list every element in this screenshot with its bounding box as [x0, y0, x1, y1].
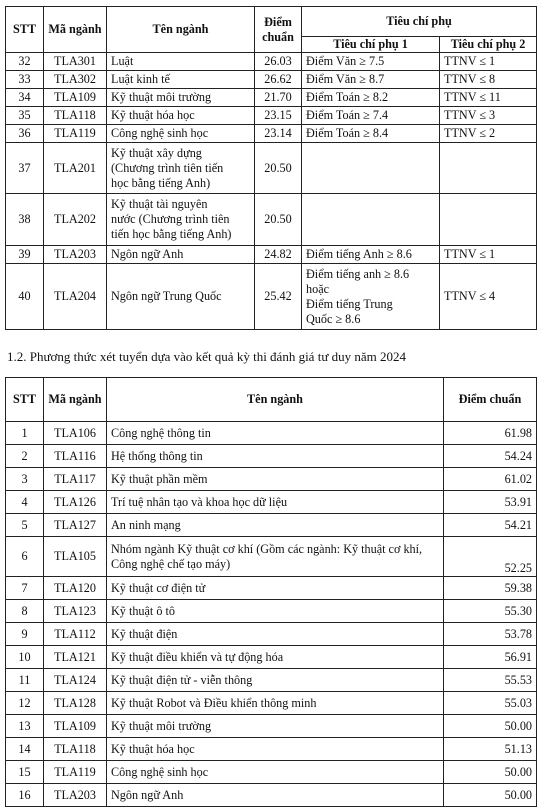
cell-ten: Ngôn ngữ Anh — [107, 784, 444, 807]
section-heading: 1.2. Phương thức xét tuyển dựa vào kết quả kỳ thi đánh giá tư duy năm 2024 — [7, 349, 406, 364]
cell-diem: 56.91 — [444, 646, 537, 669]
cell-ten: Hệ thống thông tin — [107, 445, 444, 468]
cell-stt: 40 — [6, 264, 44, 330]
cell-ma: TLA117 — [44, 468, 107, 491]
table-row — [6, 422, 537, 445]
cell-stt: 36 — [6, 125, 44, 143]
cell-tc2: TTNV ≤ 4 — [440, 264, 537, 330]
cell-ma: TLA112 — [44, 623, 107, 646]
cell-stt: 1 — [6, 422, 44, 445]
cell-stt: 13 — [6, 715, 44, 738]
admission-table-scores — [5, 6, 537, 330]
cell-ma: TLA119 — [44, 125, 107, 143]
cell-tc2: TTNV ≤ 3 — [440, 107, 537, 125]
cell-diem: 54.21 — [444, 514, 537, 537]
cell-ma: TLA123 — [44, 600, 107, 623]
cell-diem: 61.02 — [444, 468, 537, 491]
cell-stt: 14 — [6, 738, 44, 761]
cell-stt: 4 — [6, 491, 44, 514]
table-row — [6, 246, 537, 264]
table-row — [6, 125, 537, 143]
cell-diem: 25.42 — [255, 264, 302, 330]
cell-ten: Nhóm ngành Kỹ thuật cơ khí (Gồm các ngành: Kỹ thuật cơ khí, Công nghệ chế tạo máy) — [107, 537, 444, 577]
cell-ten: Kỹ thuật xây dựng (Chương trình tiên tiến học bằng tiếng Anh) — [107, 143, 255, 194]
cell-ma: TLA202 — [44, 194, 107, 246]
header-ma-nganh: Mã ngành — [44, 7, 107, 53]
cell-tc1: Điểm tiếng anh ≥ 8.6 hoặc Điểm tiếng Trung Quốc ≥ 8.6 — [302, 264, 440, 330]
cell-stt: 15 — [6, 761, 44, 784]
cell-ma: TLA204 — [44, 264, 107, 330]
cell-diem: 51.13 — [444, 738, 537, 761]
table-row — [6, 71, 537, 89]
table-row — [6, 143, 537, 194]
header-tieu-chi-phu: Tiêu chí phụ — [302, 7, 537, 37]
table-row — [6, 600, 537, 623]
cell-diem: 23.14 — [255, 125, 302, 143]
cell-stt: 9 — [6, 623, 44, 646]
cell-diem: 21.70 — [255, 89, 302, 107]
cell-tc2: TTNV ≤ 8 — [440, 71, 537, 89]
cell-ma: TLA109 — [44, 715, 107, 738]
cell-diem: 24.82 — [255, 246, 302, 264]
cell-ma: TLA128 — [44, 692, 107, 715]
cell-diem: 50.00 — [444, 784, 537, 807]
table-row — [6, 107, 537, 125]
cell-stt: 37 — [6, 143, 44, 194]
cell-diem: 55.03 — [444, 692, 537, 715]
cell-tc2: TTNV ≤ 1 — [440, 246, 537, 264]
cell-diem: 54.24 — [444, 445, 537, 468]
header-tieu-chi-phu-1: Tiêu chí phụ 1 — [302, 37, 440, 53]
cell-stt: 6 — [6, 537, 44, 577]
cell-diem: 55.53 — [444, 669, 537, 692]
cell-stt: 5 — [6, 514, 44, 537]
table-row — [6, 514, 537, 537]
cell-ten: Kỹ thuật cơ điện tử — [107, 577, 444, 600]
cell-ten: Kỹ thuật Robot và Điều khiển thông minh — [107, 692, 444, 715]
cell-tc2: TTNV ≤ 1 — [440, 53, 537, 71]
cell-ma: TLA127 — [44, 514, 107, 537]
table-row — [6, 715, 537, 738]
cell-diem: 50.00 — [444, 761, 537, 784]
cell-ten: Công nghệ sinh học — [107, 125, 255, 143]
cell-ten: Trí tuệ nhân tạo và khoa học dữ liệu — [107, 491, 444, 514]
table-row — [6, 646, 537, 669]
cell-tc2: TTNV ≤ 2 — [440, 125, 537, 143]
cell-tc1: Điểm Văn ≥ 7.5 — [302, 53, 440, 71]
table-row — [6, 264, 537, 330]
header-ten-nganh: Tên ngành — [107, 7, 255, 53]
cell-ma: TLA106 — [44, 422, 107, 445]
header-diem-chuan: Điểm chuẩn — [255, 7, 302, 53]
header-diem-chuan: Điểm chuẩn — [444, 378, 537, 422]
cell-stt: 10 — [6, 646, 44, 669]
cell-diem: 50.00 — [444, 715, 537, 738]
cell-ma: TLA203 — [44, 246, 107, 264]
cell-ten: Kỹ thuật ô tô — [107, 600, 444, 623]
cell-ma: TLA116 — [44, 445, 107, 468]
header-stt: STT — [6, 7, 44, 53]
cell-stt: 33 — [6, 71, 44, 89]
cell-ten: Kỹ thuật phần mềm — [107, 468, 444, 491]
cell-ten: Ngôn ngữ Anh — [107, 246, 255, 264]
table-row — [6, 491, 537, 514]
cell-diem: 55.30 — [444, 600, 537, 623]
cell-ma: TLA126 — [44, 491, 107, 514]
cell-diem: 20.50 — [255, 143, 302, 194]
cell-stt: 34 — [6, 89, 44, 107]
table-row — [6, 784, 537, 807]
cell-diem: 52.25 — [444, 537, 537, 577]
cell-diem: 59.38 — [444, 577, 537, 600]
cell-ma: TLA120 — [44, 577, 107, 600]
cell-ma: TLA201 — [44, 143, 107, 194]
table-row — [6, 669, 537, 692]
cell-ma: TLA105 — [44, 537, 107, 577]
cell-ten: Kỹ thuật điều khiển và tự động hóa — [107, 646, 444, 669]
cell-diem: 20.50 — [255, 194, 302, 246]
cell-ten: An ninh mạng — [107, 514, 444, 537]
cell-ten: Kỹ thuật điện — [107, 623, 444, 646]
cell-tc2 — [440, 194, 537, 246]
header-ten-nganh: Tên ngành — [107, 378, 444, 422]
cell-ma: TLA301 — [44, 53, 107, 71]
cell-ma: TLA118 — [44, 107, 107, 125]
header-stt: STT — [6, 378, 44, 422]
cell-ma: TLA302 — [44, 71, 107, 89]
cell-tc1 — [302, 194, 440, 246]
cell-diem: 26.03 — [255, 53, 302, 71]
cell-stt: 39 — [6, 246, 44, 264]
cell-ten: Kỹ thuật môi trường — [107, 89, 255, 107]
table-row — [6, 537, 537, 577]
cell-ma: TLA121 — [44, 646, 107, 669]
table-row — [6, 445, 537, 468]
admission-table-thinking-test — [5, 377, 537, 807]
cell-ten: Công nghệ sinh học — [107, 761, 444, 784]
cell-stt: 35 — [6, 107, 44, 125]
table-row — [6, 761, 537, 784]
cell-ten: Kỹ thuật điện tử - viễn thông — [107, 669, 444, 692]
cell-stt: 12 — [6, 692, 44, 715]
cell-ma: TLA203 — [44, 784, 107, 807]
header-ma-nganh: Mã ngành — [44, 378, 107, 422]
cell-tc1: Điểm Toán ≥ 8.2 — [302, 89, 440, 107]
table-row — [6, 468, 537, 491]
cell-tc1: Điểm Toán ≥ 8.4 — [302, 125, 440, 143]
cell-stt: 32 — [6, 53, 44, 71]
table-row — [6, 738, 537, 761]
cell-ten: Luật kinh tế — [107, 71, 255, 89]
cell-ten: Kỹ thuật môi trường — [107, 715, 444, 738]
cell-tc1: Điểm tiếng Anh ≥ 8.6 — [302, 246, 440, 264]
cell-ten: Kỹ thuật hóa học — [107, 107, 255, 125]
cell-tc2: TTNV ≤ 11 — [440, 89, 537, 107]
cell-ma: TLA124 — [44, 669, 107, 692]
table-row — [6, 692, 537, 715]
cell-ten: Công nghệ thông tin — [107, 422, 444, 445]
cell-tc1: Điểm Toán ≥ 7.4 — [302, 107, 440, 125]
cell-ma: TLA109 — [44, 89, 107, 107]
cell-stt: 11 — [6, 669, 44, 692]
cell-ten: Luật — [107, 53, 255, 71]
table-row — [6, 623, 537, 646]
header-tieu-chi-phu-2: Tiêu chí phụ 2 — [440, 37, 537, 53]
cell-stt: 38 — [6, 194, 44, 246]
table-row — [6, 89, 537, 107]
cell-tc1: Điểm Văn ≥ 8.7 — [302, 71, 440, 89]
cell-diem: 53.91 — [444, 491, 537, 514]
cell-diem: 26.62 — [255, 71, 302, 89]
table-row — [6, 577, 537, 600]
cell-diem: 53.78 — [444, 623, 537, 646]
cell-stt: 2 — [6, 445, 44, 468]
cell-tc1 — [302, 143, 440, 194]
cell-stt: 7 — [6, 577, 44, 600]
cell-tc2 — [440, 143, 537, 194]
cell-ma: TLA118 — [44, 738, 107, 761]
cell-ma: TLA119 — [44, 761, 107, 784]
cell-stt: 16 — [6, 784, 44, 807]
cell-diem: 61.98 — [444, 422, 537, 445]
cell-ten: Kỹ thuật tài nguyên nước (Chương trình tiên tiến học bằng tiếng Anh) — [107, 194, 255, 246]
cell-stt: 8 — [6, 600, 44, 623]
cell-diem: 23.15 — [255, 107, 302, 125]
cell-ten: Ngôn ngữ Trung Quốc — [107, 264, 255, 330]
table-row — [6, 53, 537, 71]
cell-stt: 3 — [6, 468, 44, 491]
cell-ten: Kỹ thuật hóa học — [107, 738, 444, 761]
table-row — [6, 194, 537, 246]
